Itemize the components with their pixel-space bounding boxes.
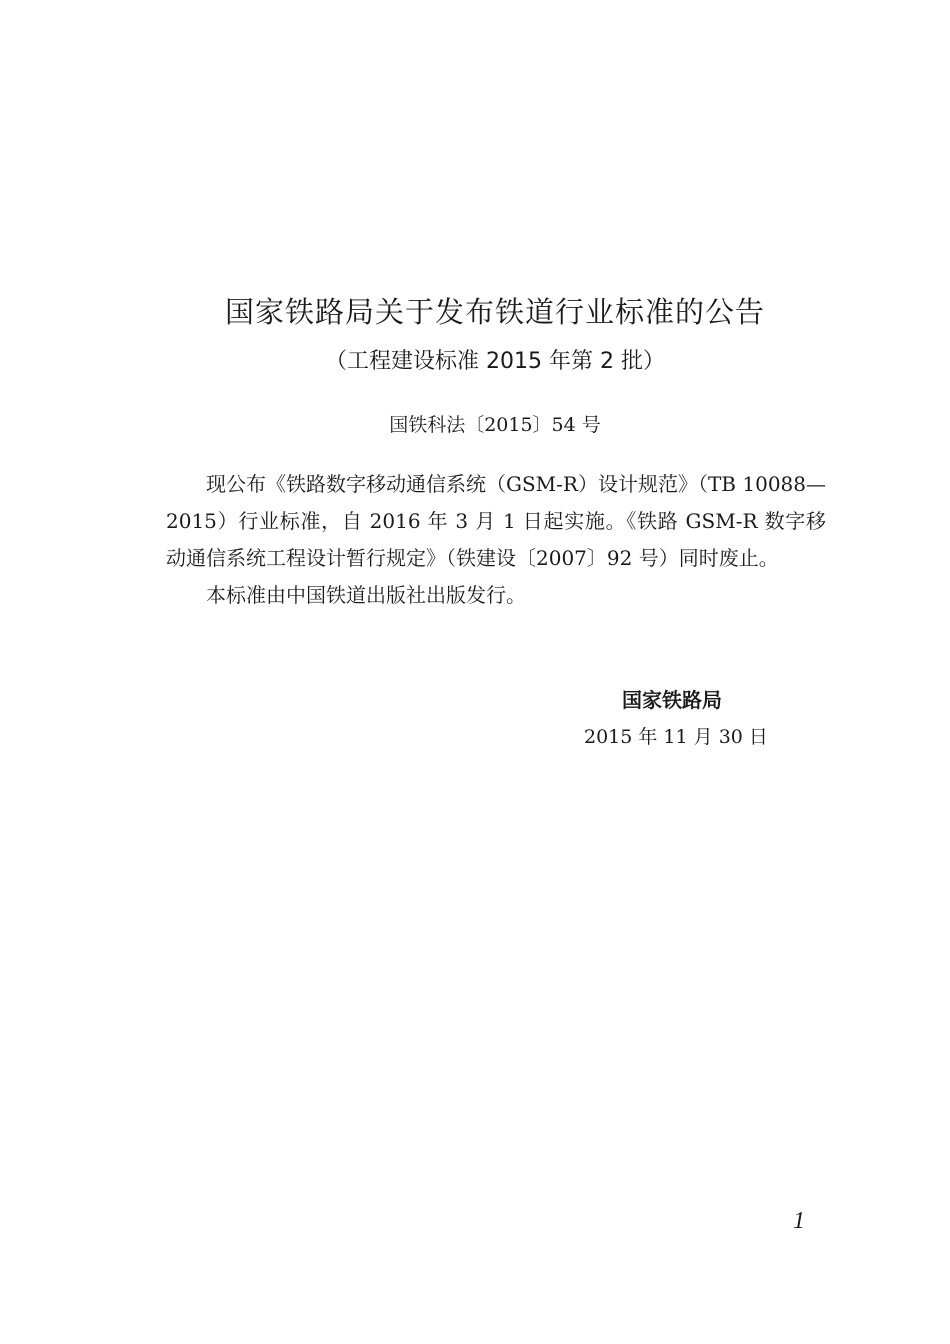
page-number: 1 [793, 1208, 805, 1234]
issuer-signature: 国家铁路局 [622, 688, 722, 712]
announcement-title: 国家铁路局关于发布铁道行业标准的公告 [224, 295, 765, 329]
body-paragraph-1: 现公布《铁路数字移动通信系统（GSM-R）设计规范》（TB 10088—2015）行业标准，自 2016 年 3 月 1 日起实施。《铁路 GSM-R 数字移动通信系统工程设计暂行规定》（铁建设〔2007〕92 号）同时废止。 [166, 472, 826, 570]
body-paragraph-2: 本标准由中国铁道出版社出版发行。 [206, 583, 526, 607]
announcement-subtitle: （工程建设标准 2015 年第 2 批） [325, 349, 665, 374]
document-number: 国铁科法〔2015〕54 号 [389, 414, 601, 436]
announcement-body [166, 466, 826, 614]
issue-date: 2015 年 11 月 30 日 [584, 726, 768, 748]
